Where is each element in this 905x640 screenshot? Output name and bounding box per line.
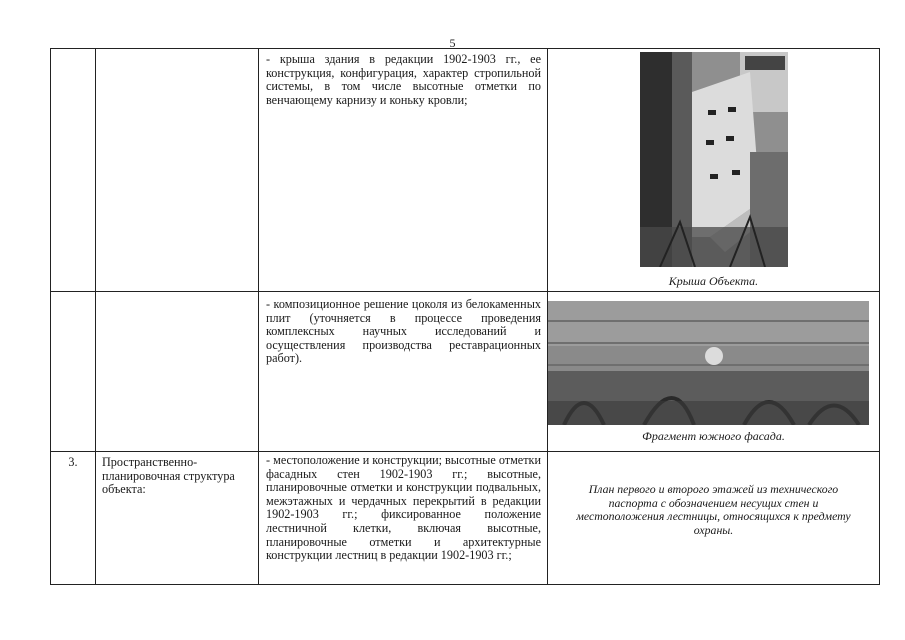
- row3-number: 3.: [68, 455, 78, 469]
- row2-image-cell: [547, 291, 880, 452]
- row3-description-cell: [258, 451, 548, 585]
- row3-description: - местоположение и конструкции; высотные отметки фасадных стен 1902-1903 гг.; высотные, планировочные отметки и конструкции подвальных, межэтажных и чердачных перекрытий в редакции 1902-1903 гг.; фиксированное положение лестничной клетки, включая высотные, планировочные отметки и архитектурные конструкции лестниц в редакции 1902-1903 гг.;: [266, 453, 541, 563]
- row3-number-cell: [50, 451, 96, 585]
- row1-caption: Крыша Объекта.: [668, 274, 759, 288]
- row1-name-cell: [95, 48, 259, 292]
- row2-caption: Фрагмент южного фасада.: [642, 429, 785, 443]
- protected-features-table: [50, 48, 880, 585]
- row1-number-cell: [50, 48, 96, 292]
- row1-description-cell: [258, 48, 548, 292]
- row1-description: - крыша здания в редакции 1902-1903 гг., ее конструкция, конфигурация, характер стропильной системы, в том числе высотные отметки по венчающему карнизу и коньку кровли;: [266, 52, 541, 107]
- roof-photo: [640, 52, 788, 267]
- row2-description-cell: [258, 291, 548, 452]
- page-number: 5: [449, 36, 456, 50]
- row2-name-cell: [95, 291, 259, 452]
- south-facade-photo: [547, 301, 869, 425]
- row1-image-cell: [547, 48, 880, 292]
- row3-name-cell: [95, 451, 259, 585]
- row3-note-cell: [547, 451, 880, 585]
- row2-description: - композиционное решение цоколя из белокаменных плит (уточняется в процессе проведения комплексных научных исследований и осуществления производства реставрационных работ).: [266, 297, 541, 366]
- row3-name: Пространственно-планировочная структура объекта:: [102, 455, 235, 497]
- row3-floor-plan-note: План первого и второго этажей из технического паспорта с обозначением несущих стен и местоположения лестницы, относящихся к предмету охраны.: [576, 482, 851, 537]
- row2-number-cell: [50, 291, 96, 452]
